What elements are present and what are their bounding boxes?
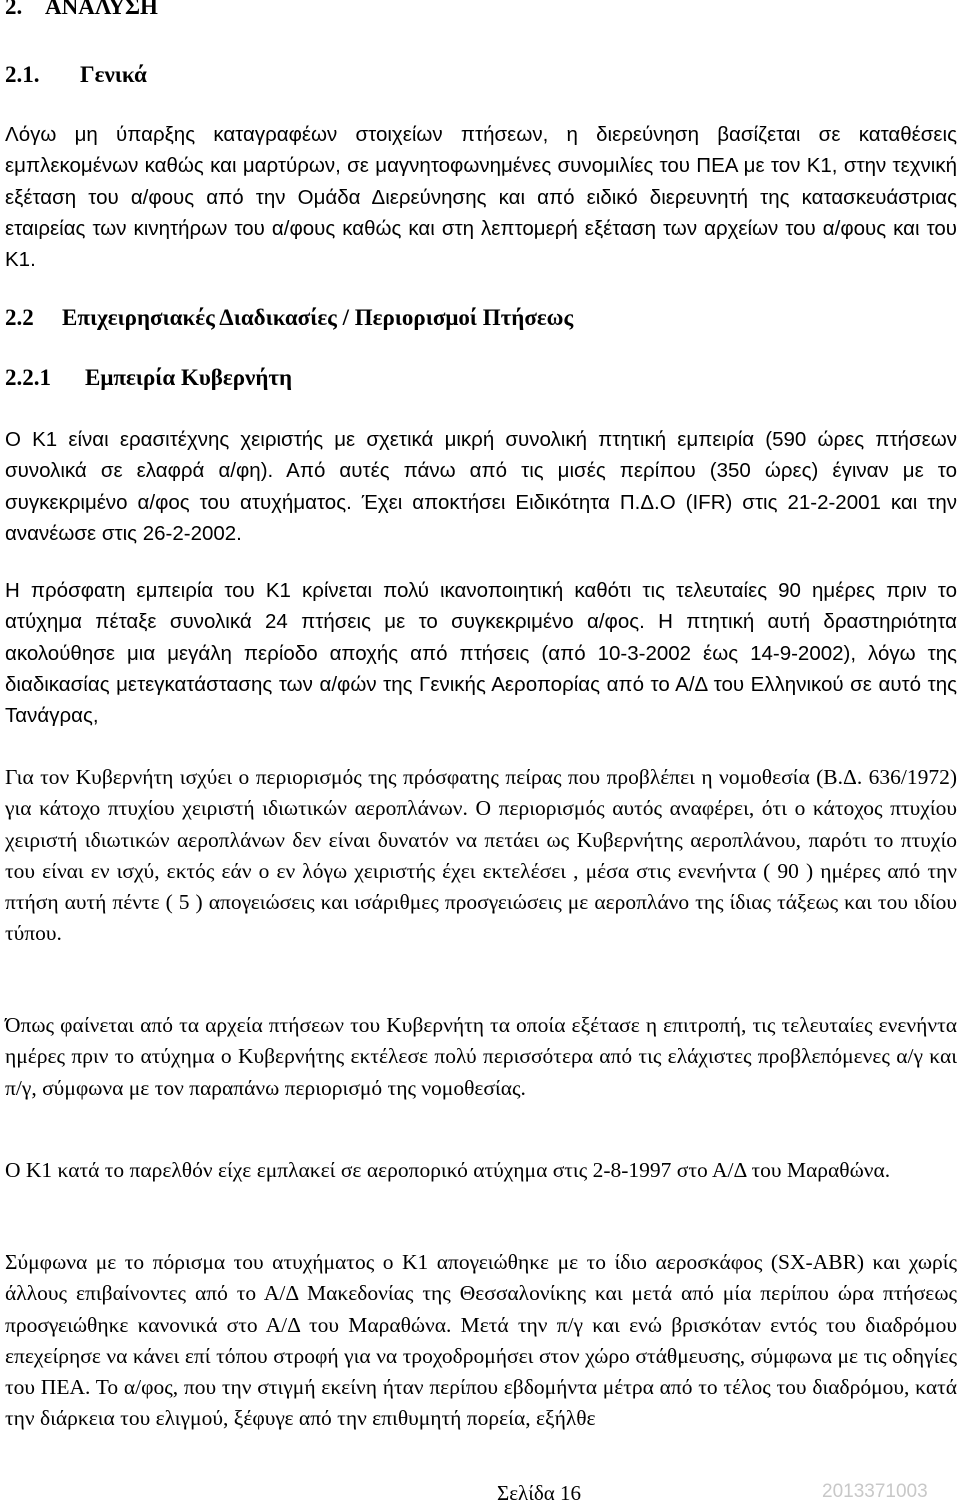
- paragraph-recent-experience: Η πρόσφατη εμπειρία του Κ1 κρίνεται πολύ ικανοποιητική καθότι τις τελευταίες 90 ημέρες πριν το ατύχημα πέταξε συνολικά 24 πτήσεις με το συγκεκριμένο α/φος. Η πτητική αυτή δραστηριότητα ακολούθησε μια μεγάλη περίοδο αποχής από πτήσεις (από 10-3-2002 έως 14-9-2002), λόγω της διαδικασίας μετεγκατάστασης των α/φών της Γενικής Αεροπορίας από το Α/Δ του Ελληνικού σε αυτό της Τανάγρας,: [5, 579, 957, 728]
- subsection-heading-operational-procedures: [5, 305, 573, 331]
- subsection-heading-captain-experience: [5, 365, 292, 391]
- section-title: Επιχειρησιακές Διαδικασίες / Περιορισμοί Πτήσεως: [62, 305, 574, 330]
- section-title: Γενικά: [80, 62, 147, 87]
- paragraph-legal-restriction: Για τον Κυβερνήτη ισχύει ο περιορισμός της πρόσφατης πείρας που προβλέπει η νομοθεσία (Β.Δ. 636/1972) για κάτοχο πτυχίου χειριστή ιδιωτικών αεροπλάνων. Ο περιορισμός αυτός αναφέρει, ότι ο κάτοχος πτυχίου χειριστή ιδιωτικών αεροπλάνων δεν είναι δυνατόν να πετάει ως Κυβερνήτης αεροπλάνου, παρότι το πτυχίο του είναι εν ισχύ, εκτός εάν ο εν λόγω χειριστής έχει εκτελέσει , μέσα στις ενενήντα ( 90 ) ημέρες από την πτήση αυτή πέντε ( 5 ) απογειώσεις και ισάριθμες προσγειώσεις με αεροπλάνο της ίδιας τάξεως και του ιδίου τύπου.: [5, 765, 957, 946]
- section-title: ΑΝΑΛΥΣΗ: [45, 0, 158, 19]
- section-number: 2.2: [5, 305, 34, 330]
- paragraph-accident-report: Σύμφωνα με το πόρισμα του ατυχήματος ο Κ1 απογειώθηκε με το ίδιο αεροσκάφος (SX-ABR) και χωρίς άλλους επιβαίνοντες από το Α/Δ Μακεδονίας της Θεσσαλονίκης και μετά από μία περίπου ώρα πτήσεως προσγειώθηκε κανονικά στο Α/Δ του Μαραθώνα. Μετά την π/γ και ενώ βρισκόταν εντός του διαδρόμου επεχείρησε να κάνει επί τόπου στροφή για να τροχοδρομήσει στον χώρο στάθμευσης, σύμφωνα με τις οδηγίες του ΠΕΑ. Το α/φος, που την στιγμή εκείνη ήταν περίπου εβδομήντα μέτρα από το τέλος του διαδρόμου, κατά την διάρκεια του ελιγμού, ξέφυγε από την επιθυμητή πορεία, εξήλθε: [5, 1250, 957, 1431]
- section-title: Εμπειρία Κυβερνήτη: [85, 365, 293, 390]
- paragraph-captain-experience: Ο Κ1 είναι ερασιτέχνης χειριστής με σχετικά μικρή συνολική πτητική εμπειρία (590 ώρες πτήσεων συνολικά σε ελαφρά α/φη). Από αυτές πάνω από τις μισές περίπου (350 ώρες) έγιναν με το συγκεκριμένο α/φος του ατυχήματος. Έχει αποκτήσει Ειδικότητα Π.Δ.Ο (IFR) στις 21-2-2001 και την ανανέωσε στις 26-2-2002.: [5, 428, 957, 545]
- page-footer: [0, 1481, 960, 1505]
- subsection-heading-general: [5, 62, 147, 88]
- section-number: 2.1.: [5, 62, 40, 87]
- paragraph-previous-accident: Ο Κ1 κατά το παρελθόν είχε εμπλακεί σε αεροπορικό ατύχημα στις 2-8-1997 στο Α/Δ του Μαραθώνα.: [5, 1158, 891, 1182]
- section-number: 2.: [5, 0, 23, 19]
- section-heading-analysis: [5, 0, 158, 20]
- paragraph-flight-records: Όπως φαίνεται από τα αρχεία πτήσεων του Κυβερνήτη τα οποία εξέτασε η επιτροπή, τις τελευταίες ενενήντα ημέρες πριν το ατύχημα ο Κυβερνήτης εκτέλεσε πολύ περισσότερα από τις ελάχιστες προβλεπόμενες α/γ και π/γ, σύμφωνα με τον παραπάνω περιορισμό της νομοθεσίας.: [5, 1013, 957, 1100]
- section-number: 2.2.1: [5, 365, 51, 390]
- page-number: Σελίδα 16: [497, 1481, 582, 1505]
- document-code: 2013371003: [822, 1481, 928, 1502]
- paragraph-general: Λόγω μη ύπαρξης καταγραφέων στοιχείων πτήσεων, η διερεύνηση βασίζεται σε καταθέσεις εμπλεκομένων καθώς και μαρτύρων, σε μαγνητοφωνημένες συνομιλίες του ΠΕΑ με τον Κ1, στην τεχνική εξέταση του α/φους από την Ομάδα Διερεύνησης και από ειδικό διερευνητή της κατασκευάστριας εταιρείας των κινητήρων του α/φους καθώς και στη λεπτομερή εξέταση των αρχείων του α/φους και του Κ1.: [5, 123, 957, 272]
